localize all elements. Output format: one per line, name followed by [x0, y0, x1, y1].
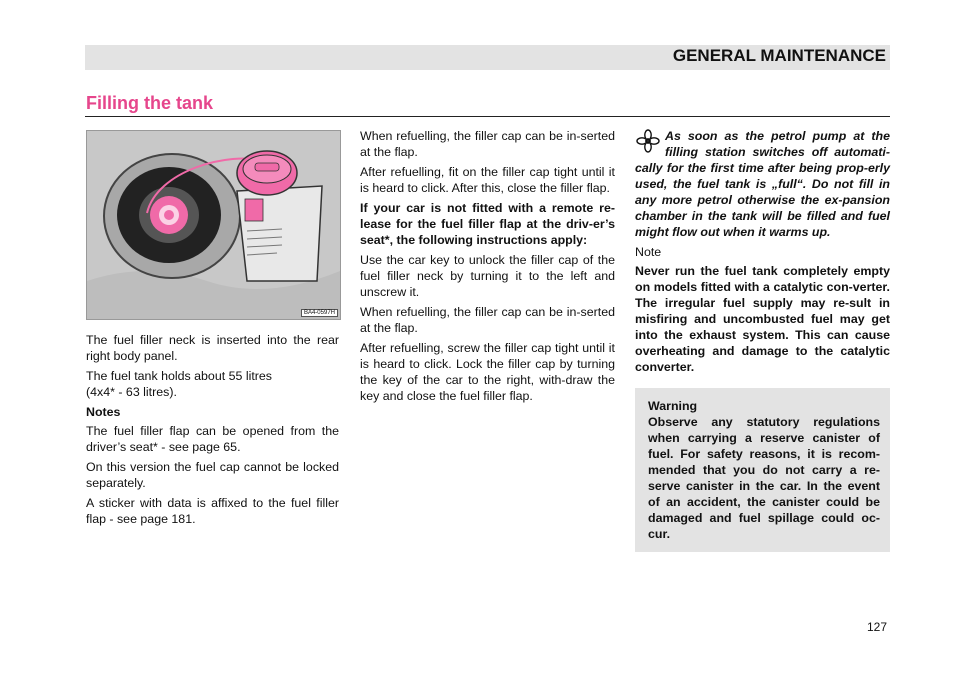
body-paragraph: The fuel filler neck is inserted into the rear right body panel.: [86, 333, 339, 363]
title-rule: [85, 116, 890, 117]
body-paragraph: [86, 368, 339, 400]
environment-text: As soon as the petrol pump at the filling station switches off automati-cally for the first time after being prop-erly used, the fuel tank is „full“. Do not fill in any more petrol otherwise the ex-pansion chamber in the tank will be filled and fuel might flow out when it warms up.: [635, 129, 890, 239]
column-right: [635, 128, 890, 552]
figure-code: BA4-0597H: [301, 309, 338, 317]
warning-text: Observe any statutory regulations when carrying a reserve canister of fuel. For safety reasons, it is recom-mended that you do not carry a re-serve canister in the car. In the event of an accident, the canister could be damaged and fuel spillage could oc-cur.: [648, 415, 880, 541]
body-paragraph: When refuelling, the filler cap can be in-serted at the flap.: [360, 129, 615, 159]
page-number: 127: [866, 620, 887, 634]
page-title: Filling the tank: [86, 93, 214, 113]
note-paragraph: On this version the fuel cap cannot be locked separately.: [86, 460, 339, 490]
body-paragraph: After refuelling, screw the filler cap tight until it is heard to click. Lock the filler cap by turning the key of the car to the right, with-draw the key and close the fuel filler flap.: [360, 341, 615, 403]
warning-box: [635, 388, 890, 552]
body-paragraph: When refuelling, the filler cap can be in-serted at the flap.: [360, 305, 615, 335]
body-paragraph: Use the car key to unlock the filler cap of the fuel filler neck by turning it to the left and unscrew it.: [360, 253, 615, 299]
fuel-filler-drawing: [87, 131, 340, 319]
warning-title: Warning: [648, 399, 698, 413]
instruction-heading: If your car is not fitted with a remote re-lease for the fuel filler flap at the driv-er’s seat*, the following instructions apply:: [360, 201, 615, 247]
column-middle: [360, 128, 615, 408]
notes-heading: Notes: [86, 405, 121, 419]
note-heading: Note: [635, 245, 662, 259]
column-left: [86, 332, 339, 531]
body-line: (4x4* - 63 litres).: [86, 385, 177, 399]
fuel-filler-illustration: [86, 130, 341, 320]
note-paragraph: A sticker with data is affixed to the fuel filler flap - see page 181.: [86, 496, 339, 526]
environment-note: [635, 128, 890, 240]
note-paragraph: The fuel filler flap can be opened from the driver’s seat* - see page 65.: [86, 424, 339, 454]
note-text: Never run the fuel tank completely empty on models fitted with a catalytic con-verter. The irregular fuel supply may re-sult in misfiring and uncombusted fuel may get into the exhaust system. This can cause overheating and damage to the catalytic converter.: [635, 264, 890, 374]
body-paragraph: After refuelling, fit on the filler cap tight until it is heard to click. After this, close the filler flap.: [360, 165, 615, 195]
body-line: The fuel tank holds about 55 litres: [86, 369, 272, 383]
flower-icon: [635, 128, 661, 154]
section-title: GENERAL MAINTENANCE: [672, 46, 886, 65]
